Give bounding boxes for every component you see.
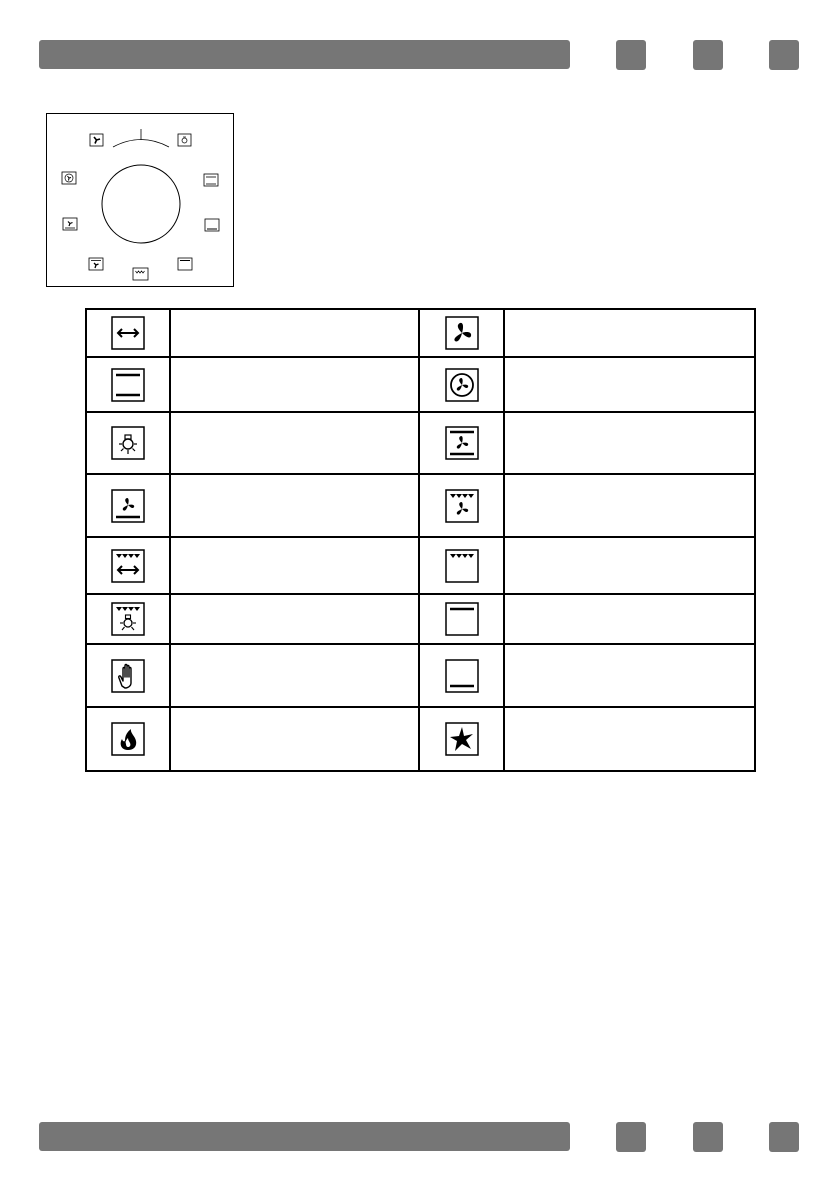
table-row: [86, 309, 755, 357]
knob-fan-icon: [90, 134, 103, 146]
description-cell: [170, 644, 419, 707]
header-square-1: [616, 40, 646, 70]
icon-cell: [86, 357, 170, 412]
description-cell: [170, 594, 419, 644]
bottom-fan-icon: [111, 489, 145, 523]
bottom-element-icon: [445, 659, 479, 693]
footer-bar: [39, 1122, 570, 1151]
table-row: [86, 474, 755, 537]
eco-arrow-icon: [111, 316, 145, 350]
grill-light-icon: [111, 602, 145, 636]
grill-arrow-icon: [111, 549, 145, 583]
icon-cell: [419, 474, 504, 537]
footer-square-2: [693, 1122, 723, 1152]
knob-dial[interactable]: [102, 165, 180, 243]
flame-icon: [111, 722, 145, 756]
icon-cell: [86, 594, 170, 644]
function-table: [85, 308, 756, 772]
description-cell: [504, 474, 755, 537]
ring-fan-icon: [445, 368, 479, 402]
description-cell: [504, 594, 755, 644]
knob-top-element-icon: [204, 174, 218, 186]
description-cell: [504, 309, 755, 357]
icon-cell: [86, 537, 170, 594]
description-cell: [504, 707, 755, 771]
grill-icon: [445, 549, 479, 583]
icon-cell: [86, 412, 170, 474]
icon-cell: [419, 357, 504, 412]
light-icon: [111, 426, 145, 460]
description-cell: [170, 474, 419, 537]
description-cell: [170, 412, 419, 474]
description-cell: [504, 412, 755, 474]
knob-top-only-icon: [178, 258, 192, 270]
description-cell: [170, 309, 419, 357]
icon-cell: [419, 412, 504, 474]
knob-grill-icon: [133, 268, 148, 280]
table-row: [86, 412, 755, 474]
icon-cell: [86, 644, 170, 707]
description-cell: [170, 357, 419, 412]
knob-grill-fan-icon: [89, 258, 103, 270]
top-bottom-fan-icon: [445, 426, 479, 460]
icon-cell: [419, 707, 504, 771]
table-row: [86, 357, 755, 412]
knob-arc: [113, 140, 169, 148]
table-row: [86, 644, 755, 707]
grill-fan-icon: [445, 489, 479, 523]
table-row: [86, 707, 755, 771]
knob-diagram: [46, 113, 234, 287]
footer-square-1: [616, 1122, 646, 1152]
knob-ring-fan-icon: [62, 172, 76, 184]
footer-square-3: [769, 1122, 799, 1152]
description-cell: [504, 644, 755, 707]
description-cell: [504, 357, 755, 412]
table-row: [86, 594, 755, 644]
icon-cell: [419, 537, 504, 594]
fan-icon: [445, 316, 479, 350]
header-bar: [39, 40, 570, 69]
hand-icon: [111, 659, 145, 693]
knob-bottom-element-icon: [205, 219, 219, 231]
defrost-star-icon: [445, 722, 479, 756]
icon-cell: [419, 644, 504, 707]
header-square-2: [693, 40, 723, 70]
top-element-icon: [445, 602, 479, 636]
knob-svg: [47, 114, 235, 288]
header-square-3: [769, 40, 799, 70]
description-cell: [170, 707, 419, 771]
icon-cell: [86, 474, 170, 537]
table-row: [86, 537, 755, 594]
icon-cell: [86, 309, 170, 357]
knob-bottom-fan-icon: [63, 218, 77, 230]
icon-cell: [86, 707, 170, 771]
description-cell: [504, 537, 755, 594]
icon-cell: [419, 594, 504, 644]
icon-cell: [419, 309, 504, 357]
description-cell: [170, 537, 419, 594]
knob-light-icon: [178, 134, 191, 146]
top-bottom-element-icon: [111, 368, 145, 402]
